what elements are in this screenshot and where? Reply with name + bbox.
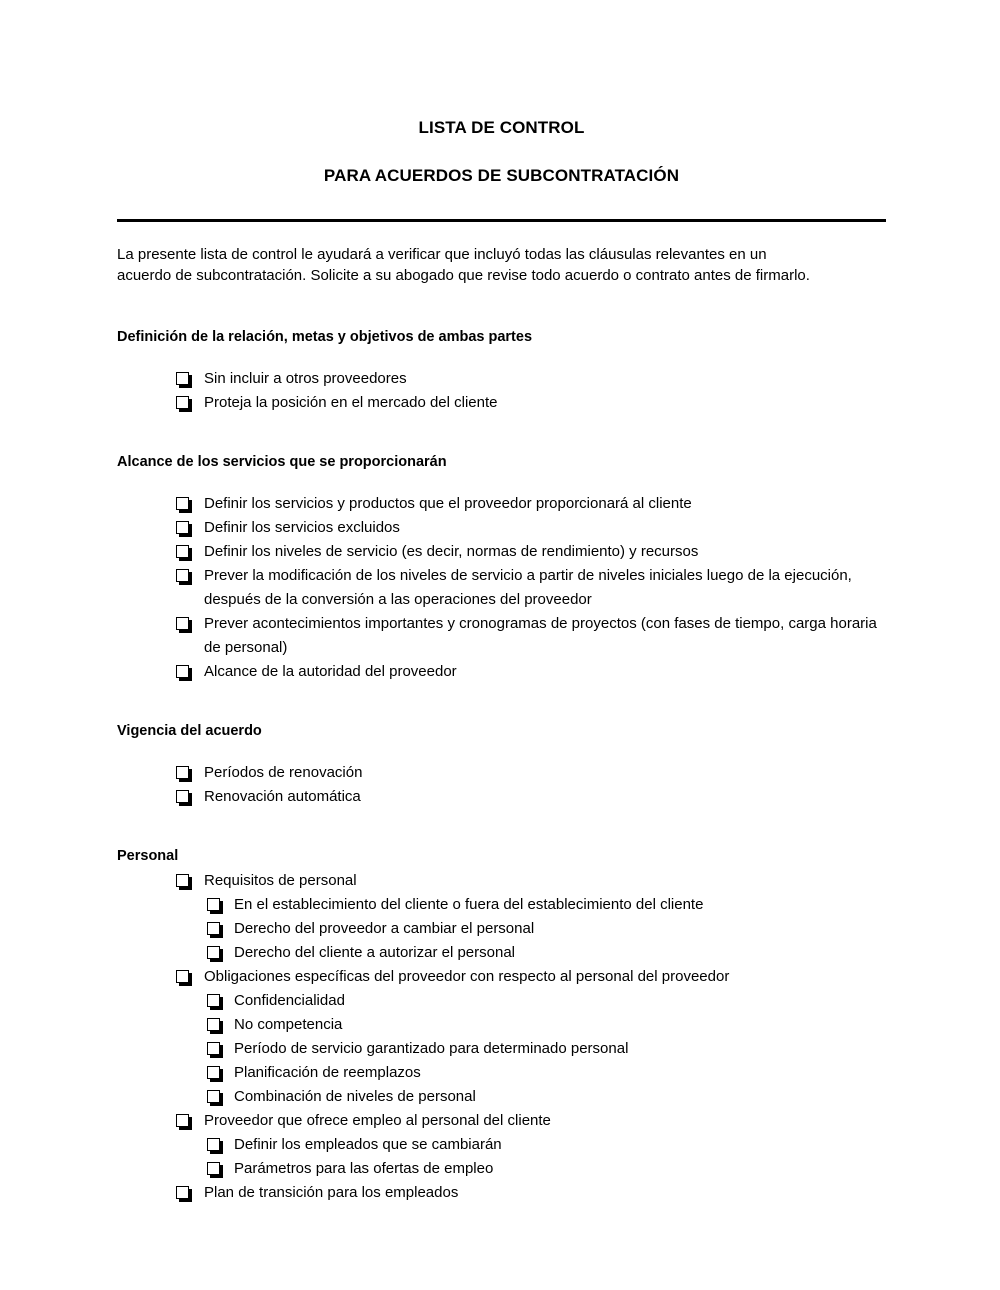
checkbox-icon[interactable]: [207, 1090, 220, 1103]
checklist-item[interactable]: [117, 492, 886, 516]
checkbox-icon[interactable]: [176, 617, 189, 630]
checklist-item[interactable]: [117, 1085, 886, 1109]
intro-line-2: acuerdo de subcontratación. Solicite a su abogado que revise todo acuerdo o contrato antes de firmarlo.: [117, 267, 810, 284]
checklist-item[interactable]: [117, 761, 886, 785]
checklist-item-label: No competencia: [234, 1016, 343, 1033]
checklist-item-label: Renovación automática: [204, 788, 361, 805]
checklist-item[interactable]: [117, 941, 886, 965]
checkbox-icon[interactable]: [207, 1162, 220, 1175]
checklist-item-label: Definir los niveles de servicio (es decir, normas de rendimiento) y recursos: [204, 543, 699, 560]
checklist-item[interactable]: [117, 1133, 886, 1157]
checkbox-icon[interactable]: [207, 1018, 220, 1031]
checklist-item-label: En el establecimiento del cliente o fuera del establecimiento del cliente: [234, 896, 704, 913]
checklist-item[interactable]: [117, 1061, 886, 1085]
checklist-item[interactable]: [117, 893, 886, 917]
checklist-item-label: Requisitos de personal: [204, 872, 357, 889]
checkbox-icon[interactable]: [176, 497, 189, 510]
checklist: [117, 761, 886, 809]
checklist-item-label: Período de servicio garantizado para determinado personal: [234, 1040, 629, 1057]
section-heading: Personal: [117, 848, 179, 864]
document-title-line-2: PARA ACUERDOS DE SUBCONTRATACIÓN: [323, 166, 680, 185]
section-heading: Definición de la relación, metas y objetivos de ambas partes: [117, 329, 533, 345]
checklist-item[interactable]: [117, 367, 886, 391]
checkbox-icon[interactable]: [176, 1114, 189, 1127]
checklist-item-label: Parámetros para las ofertas de empleo: [234, 1160, 494, 1177]
checklist-item-label: Prever acontecimientos importantes y cronogramas de proyectos (con fases de tiempo, carga horaria de personal): [204, 615, 877, 656]
checklist-item[interactable]: [117, 660, 886, 684]
checkbox-icon[interactable]: [207, 994, 220, 1007]
checklist-item[interactable]: [117, 965, 886, 989]
checkbox-icon[interactable]: [176, 766, 189, 779]
checkbox-icon[interactable]: [176, 521, 189, 534]
document-content: [117, 0, 886, 1205]
checkbox-icon[interactable]: [176, 545, 189, 558]
checklist-item[interactable]: [117, 516, 886, 540]
checklist-item-label: Definir los servicios y productos que el proveedor proporcionará al cliente: [204, 495, 692, 512]
checkbox-icon[interactable]: [207, 1066, 220, 1079]
document-title-line-1: LISTA DE CONTROL: [418, 118, 585, 137]
checklist-item[interactable]: [117, 391, 886, 415]
checklist-item[interactable]: [117, 1013, 886, 1037]
checklist-item-label: Definir los empleados que se cambiarán: [234, 1136, 502, 1153]
checkbox-icon[interactable]: [207, 946, 220, 959]
checklist-item-label: Períodos de renovación: [204, 764, 363, 781]
checklist-sections: [117, 327, 886, 1205]
checkbox-icon[interactable]: [176, 970, 189, 983]
checklist-item-label: Derecho del proveedor a cambiar el personal: [234, 920, 535, 937]
checkbox-icon[interactable]: [176, 1186, 189, 1199]
title-divider-rule: [117, 219, 886, 222]
checkbox-icon[interactable]: [176, 396, 189, 409]
checklist-item[interactable]: [117, 989, 886, 1013]
checklist-item-label: Derecho del cliente a autorizar el personal: [234, 944, 515, 961]
checklist-item-label: Plan de transición para los empleados: [204, 1184, 459, 1201]
checklist-item-label: Prever la modificación de los niveles de servicio a partir de niveles iniciales luego de la ejecución, después de la conversión a las operaciones del proveedor: [204, 567, 852, 608]
checklist-item-label: Proteja la posición en el mercado del cliente: [204, 394, 498, 411]
checklist-item-label: Alcance de la autoridad del proveedor: [204, 663, 457, 680]
checklist-item-label: Combinación de niveles de personal: [234, 1088, 476, 1105]
checklist-item-label: Proveedor que ofrece empleo al personal del cliente: [204, 1112, 551, 1129]
intro-paragraph: [117, 244, 886, 286]
checklist-item-label: Planificación de reemplazos: [234, 1064, 421, 1081]
checklist-item[interactable]: [117, 540, 886, 564]
checkbox-icon[interactable]: [176, 874, 189, 887]
checkbox-icon[interactable]: [207, 898, 220, 911]
checkbox-icon[interactable]: [176, 372, 189, 385]
checklist-item[interactable]: [117, 917, 886, 941]
intro-line-1: La presente lista de control le ayudará a verificar que incluyó todas las cláusulas relevantes en un: [117, 246, 767, 263]
checklist: [117, 492, 886, 684]
section-heading: Vigencia del acuerdo: [117, 723, 262, 739]
checklist-item[interactable]: [117, 1037, 886, 1061]
checklist-item[interactable]: [117, 1181, 886, 1205]
checklist-item[interactable]: [117, 1109, 886, 1133]
checklist: [117, 869, 886, 1205]
section-heading: Alcance de los servicios que se proporcionarán: [117, 454, 447, 470]
checkbox-icon[interactable]: [176, 569, 189, 582]
checklist-item[interactable]: [117, 785, 886, 809]
checklist-item-label: Confidencialidad: [234, 992, 345, 1009]
checkbox-icon[interactable]: [176, 665, 189, 678]
checklist: [117, 367, 886, 415]
checkbox-icon[interactable]: [176, 790, 189, 803]
checklist-item[interactable]: [117, 564, 886, 612]
checklist-item-label: Sin incluir a otros proveedores: [204, 370, 407, 387]
checkbox-icon[interactable]: [207, 1042, 220, 1055]
checklist-item-label: Definir los servicios excluidos: [204, 519, 400, 536]
checkbox-icon[interactable]: [207, 922, 220, 935]
checklist-item-label: Obligaciones específicas del proveedor con respecto al personal del proveedor: [204, 968, 730, 985]
checklist-item[interactable]: [117, 869, 886, 893]
checklist-item[interactable]: [117, 1157, 886, 1181]
checkbox-icon[interactable]: [207, 1138, 220, 1151]
checklist-item[interactable]: [117, 612, 886, 660]
